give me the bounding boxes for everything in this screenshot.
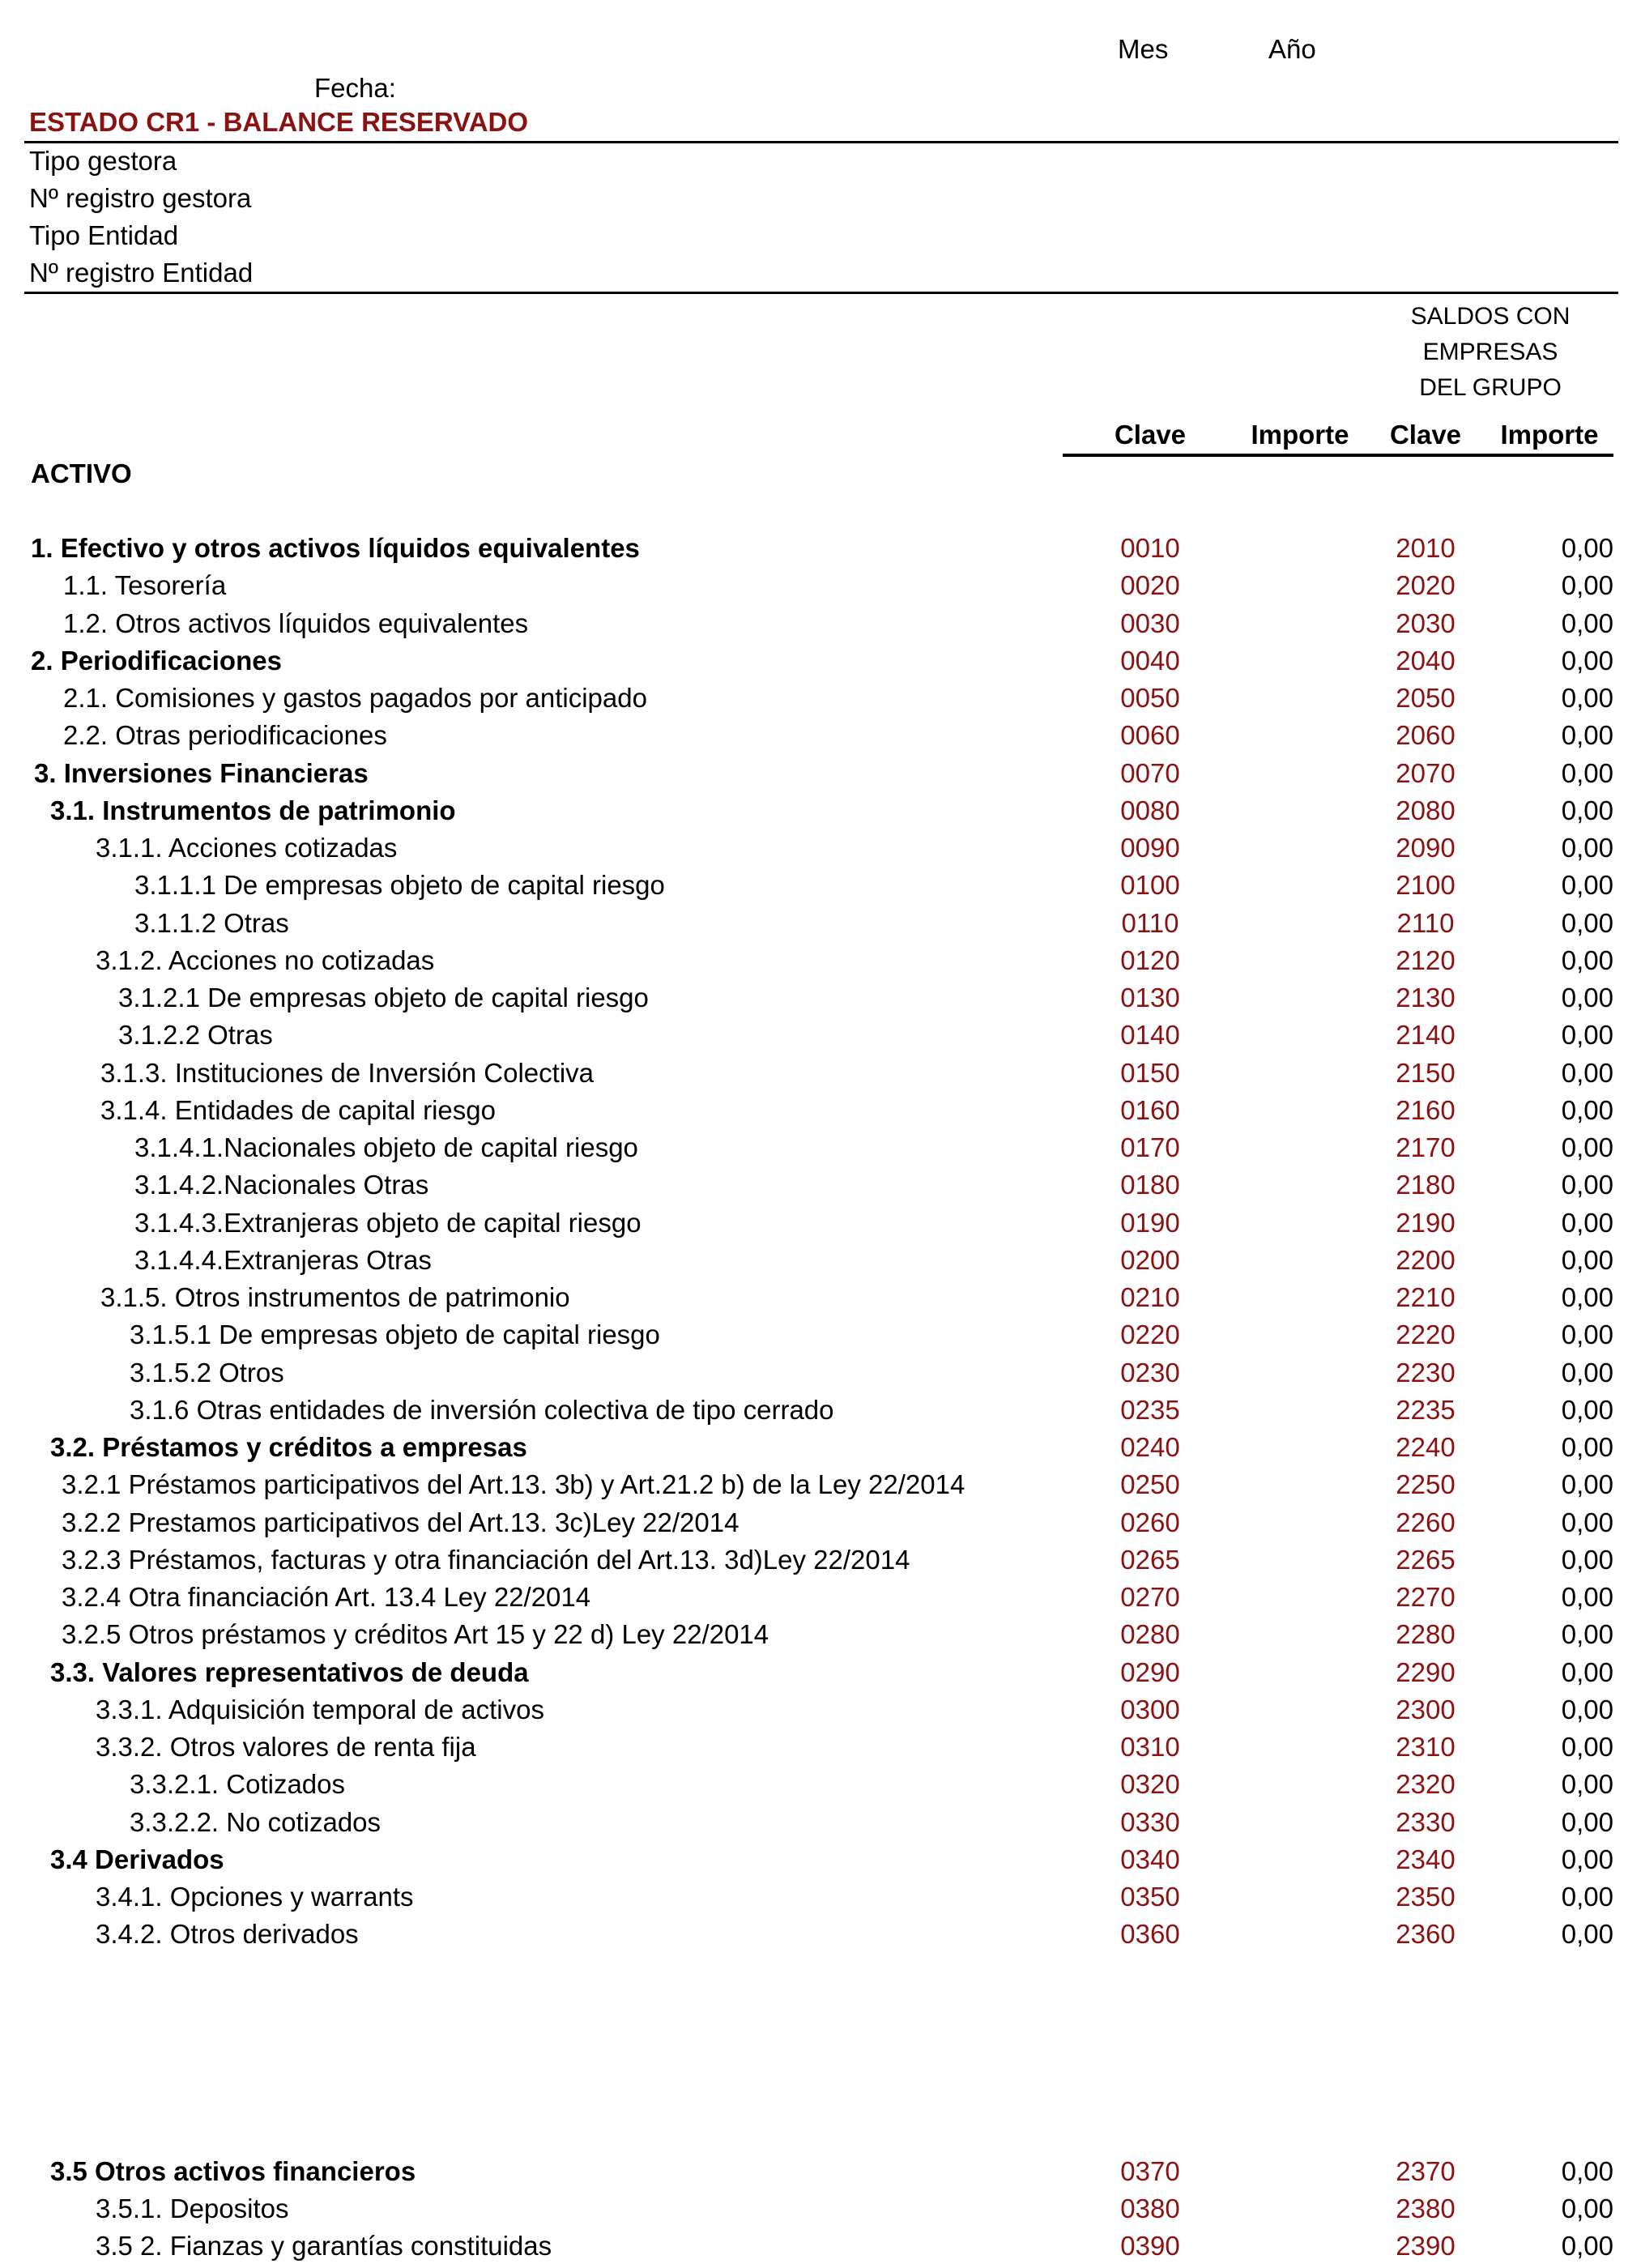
row-clave-2: 2020 xyxy=(1396,570,1456,600)
row-clave-1: 0240 xyxy=(1120,1432,1180,1462)
row-importe-2[interactable]: 0,00 xyxy=(1561,1395,1613,1425)
row-clave-1: 0130 xyxy=(1120,983,1180,1013)
row-clave-1: 0350 xyxy=(1120,1882,1180,1912)
row-label: 3.1.4. Entidades de capital riesgo xyxy=(100,1095,496,1125)
row-importe-2[interactable]: 0,00 xyxy=(1561,2156,1613,2186)
row-clave-1: 0190 xyxy=(1120,1208,1180,1238)
table-row xyxy=(0,795,1641,833)
group-header-line-2: EMPRESAS xyxy=(1422,339,1558,365)
row-label: 2.1. Comisiones y gastos pagados por anticipado xyxy=(63,683,647,713)
row-clave-1: 0050 xyxy=(1120,683,1180,713)
row-clave-2: 2340 xyxy=(1396,1844,1456,1874)
table-row xyxy=(0,1358,1641,1395)
row-label: 3.1.1. Acciones cotizadas xyxy=(96,833,398,863)
row-importe-2[interactable]: 0,00 xyxy=(1561,795,1613,825)
table-row xyxy=(0,1619,1641,1656)
row-clave-2: 2270 xyxy=(1396,1582,1456,1612)
row-clave-1: 0160 xyxy=(1120,1095,1180,1125)
row-label: 3.2.4 Otra financiación Art. 13.4 Ley 22/2014 xyxy=(62,1582,591,1612)
row-clave-2: 2070 xyxy=(1396,758,1456,788)
row-label: 3.5 2. Fianzas y garantías constituidas xyxy=(96,2231,552,2261)
row-clave-1: 0250 xyxy=(1120,1469,1180,1499)
row-importe-2[interactable]: 0,00 xyxy=(1561,1095,1613,1125)
row-clave-1: 0140 xyxy=(1120,1020,1180,1050)
title-underline xyxy=(24,141,1618,143)
table-row xyxy=(0,1282,1641,1319)
row-label: 3.2.3 Préstamos, facturas y otra financiación del Art.13. 3d)Ley 22/2014 xyxy=(62,1545,910,1575)
row-label: 3.5 Otros activos financieros xyxy=(50,2156,416,2186)
col-header-importe-1: Importe xyxy=(1251,420,1349,450)
row-clave-1: 0390 xyxy=(1120,2231,1180,2261)
table-row xyxy=(0,870,1641,907)
row-importe-2[interactable]: 0,00 xyxy=(1561,1469,1613,1499)
table-row xyxy=(0,683,1641,720)
table-row xyxy=(0,2156,1641,2193)
row-label: 3.2.2 Prestamos participativos del Art.13. 3c)Ley 22/2014 xyxy=(62,1507,740,1537)
row-clave-2: 2140 xyxy=(1396,1020,1456,1050)
row-label: 3.5.1. Depositos xyxy=(96,2193,289,2223)
row-label: 3.2.1 Préstamos participativos del Art.13. 3b) y Art.21.2 b) de la Ley 22/2014 xyxy=(62,1469,965,1499)
table-row xyxy=(0,833,1641,870)
row-clave-1: 0210 xyxy=(1120,1282,1180,1312)
row-clave-2: 2090 xyxy=(1396,833,1456,863)
row-clave-1: 0110 xyxy=(1121,908,1179,938)
row-importe-2[interactable]: 0,00 xyxy=(1561,1319,1613,1349)
row-clave-1: 0170 xyxy=(1120,1132,1180,1162)
row-clave-1: 0265 xyxy=(1120,1545,1180,1575)
section-activo: ACTIVO xyxy=(31,458,132,488)
group-header-line-1: SALDOS CON xyxy=(1410,303,1571,330)
row-label: 3.1.5.2 Otros xyxy=(130,1358,284,1388)
row-importe-2[interactable]: 0,00 xyxy=(1561,870,1613,900)
row-clave-2: 2360 xyxy=(1396,1919,1456,1949)
fecha-label: Fecha: xyxy=(314,73,396,103)
row-clave-1: 0340 xyxy=(1120,1844,1180,1874)
table-row xyxy=(0,1469,1641,1507)
table-row xyxy=(0,758,1641,795)
row-clave-1: 0150 xyxy=(1120,1058,1180,1088)
table-row xyxy=(0,533,1641,570)
row-importe-2[interactable]: 0,00 xyxy=(1561,1882,1613,1912)
row-label: 3.1. Instrumentos de patrimonio xyxy=(50,795,456,825)
row-clave-2: 2110 xyxy=(1396,908,1455,938)
row-label: 3.2. Préstamos y créditos a empresas xyxy=(50,1432,527,1462)
row-clave-1: 0290 xyxy=(1120,1657,1180,1687)
row-label: 3.1.5.1 De empresas objeto de capital riesgo xyxy=(130,1319,660,1349)
meta-registro-gestora: Nº registro gestora xyxy=(29,183,252,213)
row-label: 3.3.2. Otros valores de renta fija xyxy=(96,1732,476,1762)
row-importe-2[interactable]: 0,00 xyxy=(1561,1582,1613,1612)
table-row xyxy=(0,1582,1641,1619)
row-clave-2: 2080 xyxy=(1396,795,1456,825)
row-importe-2[interactable]: 0,00 xyxy=(1561,1619,1613,1649)
row-clave-2: 2060 xyxy=(1396,720,1456,750)
row-label: 3.3.1. Adquisición temporal de activos xyxy=(96,1695,544,1724)
row-clave-2: 2040 xyxy=(1396,646,1456,676)
row-label: 3.1.1.2 Otras xyxy=(134,908,289,938)
table-row xyxy=(0,1882,1641,1919)
row-clave-1: 0010 xyxy=(1120,533,1180,563)
table-row xyxy=(0,1807,1641,1844)
row-importe-2[interactable]: 0,00 xyxy=(1561,833,1613,863)
row-clave-2: 2330 xyxy=(1396,1807,1456,1837)
row-label: 1.1. Tesorería xyxy=(63,570,227,600)
row-clave-2: 2050 xyxy=(1396,683,1456,713)
row-importe-2[interactable]: 0,00 xyxy=(1561,1545,1613,1575)
row-label: 3.1.5. Otros instrumentos de patrimonio xyxy=(100,1282,570,1312)
table-row xyxy=(0,2193,1641,2231)
row-label: 3.1.1.1 De empresas objeto de capital riesgo xyxy=(134,870,665,900)
row-label: 3.4 Derivados xyxy=(50,1844,224,1874)
row-importe-2[interactable]: 0,00 xyxy=(1561,2193,1613,2223)
col-header-clave-1: Clave xyxy=(1114,420,1187,450)
table-row xyxy=(0,570,1641,608)
row-importe-2[interactable]: 0,00 xyxy=(1561,570,1613,600)
row-clave-2: 2200 xyxy=(1396,1245,1456,1275)
row-label: 2.2. Otras periodificaciones xyxy=(63,720,387,750)
row-importe-2[interactable]: 0,00 xyxy=(1561,1208,1613,1238)
row-clave-1: 0280 xyxy=(1120,1619,1180,1649)
row-label: 3.2.5 Otros préstamos y créditos Art 15 y 22 d) Ley 22/2014 xyxy=(62,1619,769,1649)
row-clave-1: 0060 xyxy=(1120,720,1180,750)
row-clave-2: 2310 xyxy=(1396,1732,1456,1762)
row-clave-2: 2320 xyxy=(1396,1769,1456,1799)
table-row xyxy=(0,1245,1641,1282)
row-clave-1: 0020 xyxy=(1120,570,1180,600)
table-row xyxy=(0,983,1641,1020)
row-importe-2[interactable]: 0,00 xyxy=(1561,945,1613,975)
row-clave-2: 2290 xyxy=(1396,1657,1456,1687)
row-clave-2: 2170 xyxy=(1396,1132,1456,1162)
row-clave-1: 0100 xyxy=(1120,870,1180,900)
row-clave-1: 0270 xyxy=(1120,1582,1180,1612)
row-clave-1: 0300 xyxy=(1120,1695,1180,1724)
table-row xyxy=(0,1732,1641,1769)
row-label: 3.1.2.1 De empresas objeto de capital riesgo xyxy=(118,983,649,1013)
table-row xyxy=(0,1695,1641,1732)
table-row xyxy=(0,945,1641,983)
row-importe-2[interactable]: 0,00 xyxy=(1561,1919,1613,1949)
table-row xyxy=(0,1208,1641,1245)
row-clave-2: 2230 xyxy=(1396,1358,1456,1388)
row-clave-1: 0235 xyxy=(1120,1395,1180,1425)
row-clave-1: 0120 xyxy=(1120,945,1180,975)
table-row xyxy=(0,1507,1641,1545)
table-row xyxy=(0,608,1641,646)
row-clave-1: 0090 xyxy=(1120,833,1180,863)
row-importe-2[interactable]: 0,00 xyxy=(1561,1807,1613,1837)
row-importe-2[interactable]: 0,00 xyxy=(1561,1358,1613,1388)
row-clave-2: 2100 xyxy=(1396,870,1456,900)
row-clave-1: 0230 xyxy=(1120,1358,1180,1388)
row-clave-1: 0330 xyxy=(1120,1807,1180,1837)
row-importe-2[interactable]: 0,00 xyxy=(1561,1282,1613,1312)
row-clave-1: 0200 xyxy=(1120,1245,1180,1275)
row-label: 3.1.3. Instituciones de Inversión Colectiva xyxy=(100,1058,595,1088)
row-clave-2: 2150 xyxy=(1396,1058,1456,1088)
row-importe-2[interactable]: 0,00 xyxy=(1561,1170,1613,1200)
table-row xyxy=(0,1058,1641,1095)
row-importe-2[interactable]: 0,00 xyxy=(1561,1245,1613,1275)
column-header-underline xyxy=(1063,454,1613,457)
col-header-importe-2: Importe xyxy=(1500,420,1599,450)
report-title: ESTADO CR1 - BALANCE RESERVADO xyxy=(29,107,529,137)
row-clave-2: 2235 xyxy=(1396,1395,1456,1425)
row-clave-2: 2160 xyxy=(1396,1095,1456,1125)
row-importe-2[interactable]: 0,00 xyxy=(1561,2231,1613,2261)
row-importe-2[interactable]: 0,00 xyxy=(1561,1769,1613,1799)
row-clave-2: 2250 xyxy=(1396,1469,1456,1499)
table-row xyxy=(0,908,1641,945)
table-row xyxy=(0,646,1641,683)
meta-registro-entidad: Nº registro Entidad xyxy=(29,258,254,288)
row-clave-2: 2380 xyxy=(1396,2193,1456,2223)
row-clave-1: 0030 xyxy=(1120,608,1180,638)
table-row xyxy=(0,1432,1641,1469)
row-label: 3.1.4.1.Nacionales objeto de capital riesgo xyxy=(134,1132,638,1162)
row-clave-2: 2240 xyxy=(1396,1432,1456,1462)
row-label: 3.3.2.2. No cotizados xyxy=(130,1807,381,1837)
table-row xyxy=(0,1170,1641,1207)
row-label: 3.1.6 Otras entidades de inversión colectiva de tipo cerrado xyxy=(130,1395,834,1425)
table-row xyxy=(0,1095,1641,1132)
row-label: 3.1.2. Acciones no cotizadas xyxy=(96,945,435,975)
table-row xyxy=(0,1545,1641,1582)
row-importe-2[interactable]: 0,00 xyxy=(1561,983,1613,1013)
row-clave-2: 2350 xyxy=(1396,1882,1456,1912)
row-clave-1: 0370 xyxy=(1120,2156,1180,2186)
row-importe-2[interactable]: 0,00 xyxy=(1561,1132,1613,1162)
row-clave-2: 2370 xyxy=(1396,2156,1456,2186)
row-importe-2[interactable]: 0,00 xyxy=(1561,758,1613,788)
row-importe-2[interactable]: 0,00 xyxy=(1561,683,1613,713)
table-row xyxy=(0,1657,1641,1695)
row-label: 1.2. Otros activos líquidos equivalentes xyxy=(63,608,529,638)
row-label: 3.3. Valores representativos de deuda xyxy=(50,1657,529,1687)
row-clave-2: 2130 xyxy=(1396,983,1456,1013)
row-clave-2: 2220 xyxy=(1396,1319,1456,1349)
row-clave-1: 0040 xyxy=(1120,646,1180,676)
row-clave-2: 2010 xyxy=(1396,533,1456,563)
row-label: 3.1.4.4.Extranjeras Otras xyxy=(134,1245,432,1275)
anio-label: Año xyxy=(1268,34,1316,64)
row-label: 3.1.2.2 Otras xyxy=(118,1020,273,1050)
row-clave-2: 2190 xyxy=(1396,1208,1456,1238)
row-clave-1: 0220 xyxy=(1120,1319,1180,1349)
row-label: 3.4.1. Opciones y warrants xyxy=(96,1882,414,1912)
table-row xyxy=(0,1020,1641,1057)
meta-underline xyxy=(24,292,1618,294)
row-importe-2[interactable]: 0,00 xyxy=(1561,608,1613,638)
table-row xyxy=(0,1132,1641,1170)
row-label: 3.1.4.3.Extranjeras objeto de capital riesgo xyxy=(134,1208,641,1238)
row-label: 2. Periodificaciones xyxy=(31,646,282,676)
row-importe-2[interactable]: 0,00 xyxy=(1561,1432,1613,1462)
row-importe-2[interactable]: 0,00 xyxy=(1561,1507,1613,1537)
meta-tipo-entidad: Tipo Entidad xyxy=(29,220,179,250)
row-importe-2[interactable]: 0,00 xyxy=(1561,1657,1613,1687)
row-importe-2[interactable]: 0,00 xyxy=(1561,646,1613,676)
row-clave-2: 2280 xyxy=(1396,1619,1456,1649)
row-importe-2[interactable]: 0,00 xyxy=(1561,1732,1613,1762)
group-header-line-3: DEL GRUPO xyxy=(1419,374,1562,401)
table-row xyxy=(0,2231,1641,2268)
row-clave-2: 2300 xyxy=(1396,1695,1456,1724)
meta-tipo-gestora: Tipo gestora xyxy=(29,146,177,176)
row-clave-2: 2180 xyxy=(1396,1170,1456,1200)
row-clave-1: 0360 xyxy=(1120,1919,1180,1949)
row-clave-2: 2120 xyxy=(1396,945,1456,975)
row-label: 3.4.2. Otros derivados xyxy=(96,1919,359,1949)
row-clave-2: 2390 xyxy=(1396,2231,1456,2261)
row-label: 3.1.4.2.Nacionales Otras xyxy=(134,1170,429,1200)
table-row xyxy=(0,1844,1641,1882)
row-clave-1: 0320 xyxy=(1120,1769,1180,1799)
row-importe-2[interactable]: 0,00 xyxy=(1561,908,1613,938)
row-clave-1: 0310 xyxy=(1120,1732,1180,1762)
mes-label: Mes xyxy=(1118,34,1169,64)
table-row xyxy=(0,1395,1641,1432)
table-row xyxy=(0,720,1641,757)
row-clave-1: 0080 xyxy=(1120,795,1180,825)
row-clave-1: 0260 xyxy=(1120,1507,1180,1537)
row-clave-1: 0180 xyxy=(1120,1170,1180,1200)
row-importe-2[interactable]: 0,00 xyxy=(1561,720,1613,750)
row-importe-2[interactable]: 0,00 xyxy=(1561,1020,1613,1050)
row-importe-2[interactable]: 0,00 xyxy=(1561,1695,1613,1724)
table-row xyxy=(0,1319,1641,1357)
row-importe-2[interactable]: 0,00 xyxy=(1561,1844,1613,1874)
row-clave-2: 2260 xyxy=(1396,1507,1456,1537)
col-header-clave-2: Clave xyxy=(1389,420,1462,450)
row-clave-2: 2030 xyxy=(1396,608,1456,638)
row-importe-2[interactable]: 0,00 xyxy=(1561,1058,1613,1088)
row-label: 1. Efectivo y otros activos líquidos equivalentes xyxy=(31,533,640,563)
row-clave-2: 2265 xyxy=(1396,1545,1456,1575)
row-importe-2[interactable]: 0,00 xyxy=(1561,533,1613,563)
row-clave-1: 0070 xyxy=(1120,758,1180,788)
row-clave-2: 2210 xyxy=(1396,1282,1456,1312)
row-label: 3.3.2.1. Cotizados xyxy=(130,1769,345,1799)
row-clave-1: 0380 xyxy=(1120,2193,1180,2223)
table-row xyxy=(0,1919,1641,1956)
table-row xyxy=(0,1769,1641,1806)
row-label: 3. Inversiones Financieras xyxy=(34,758,369,788)
